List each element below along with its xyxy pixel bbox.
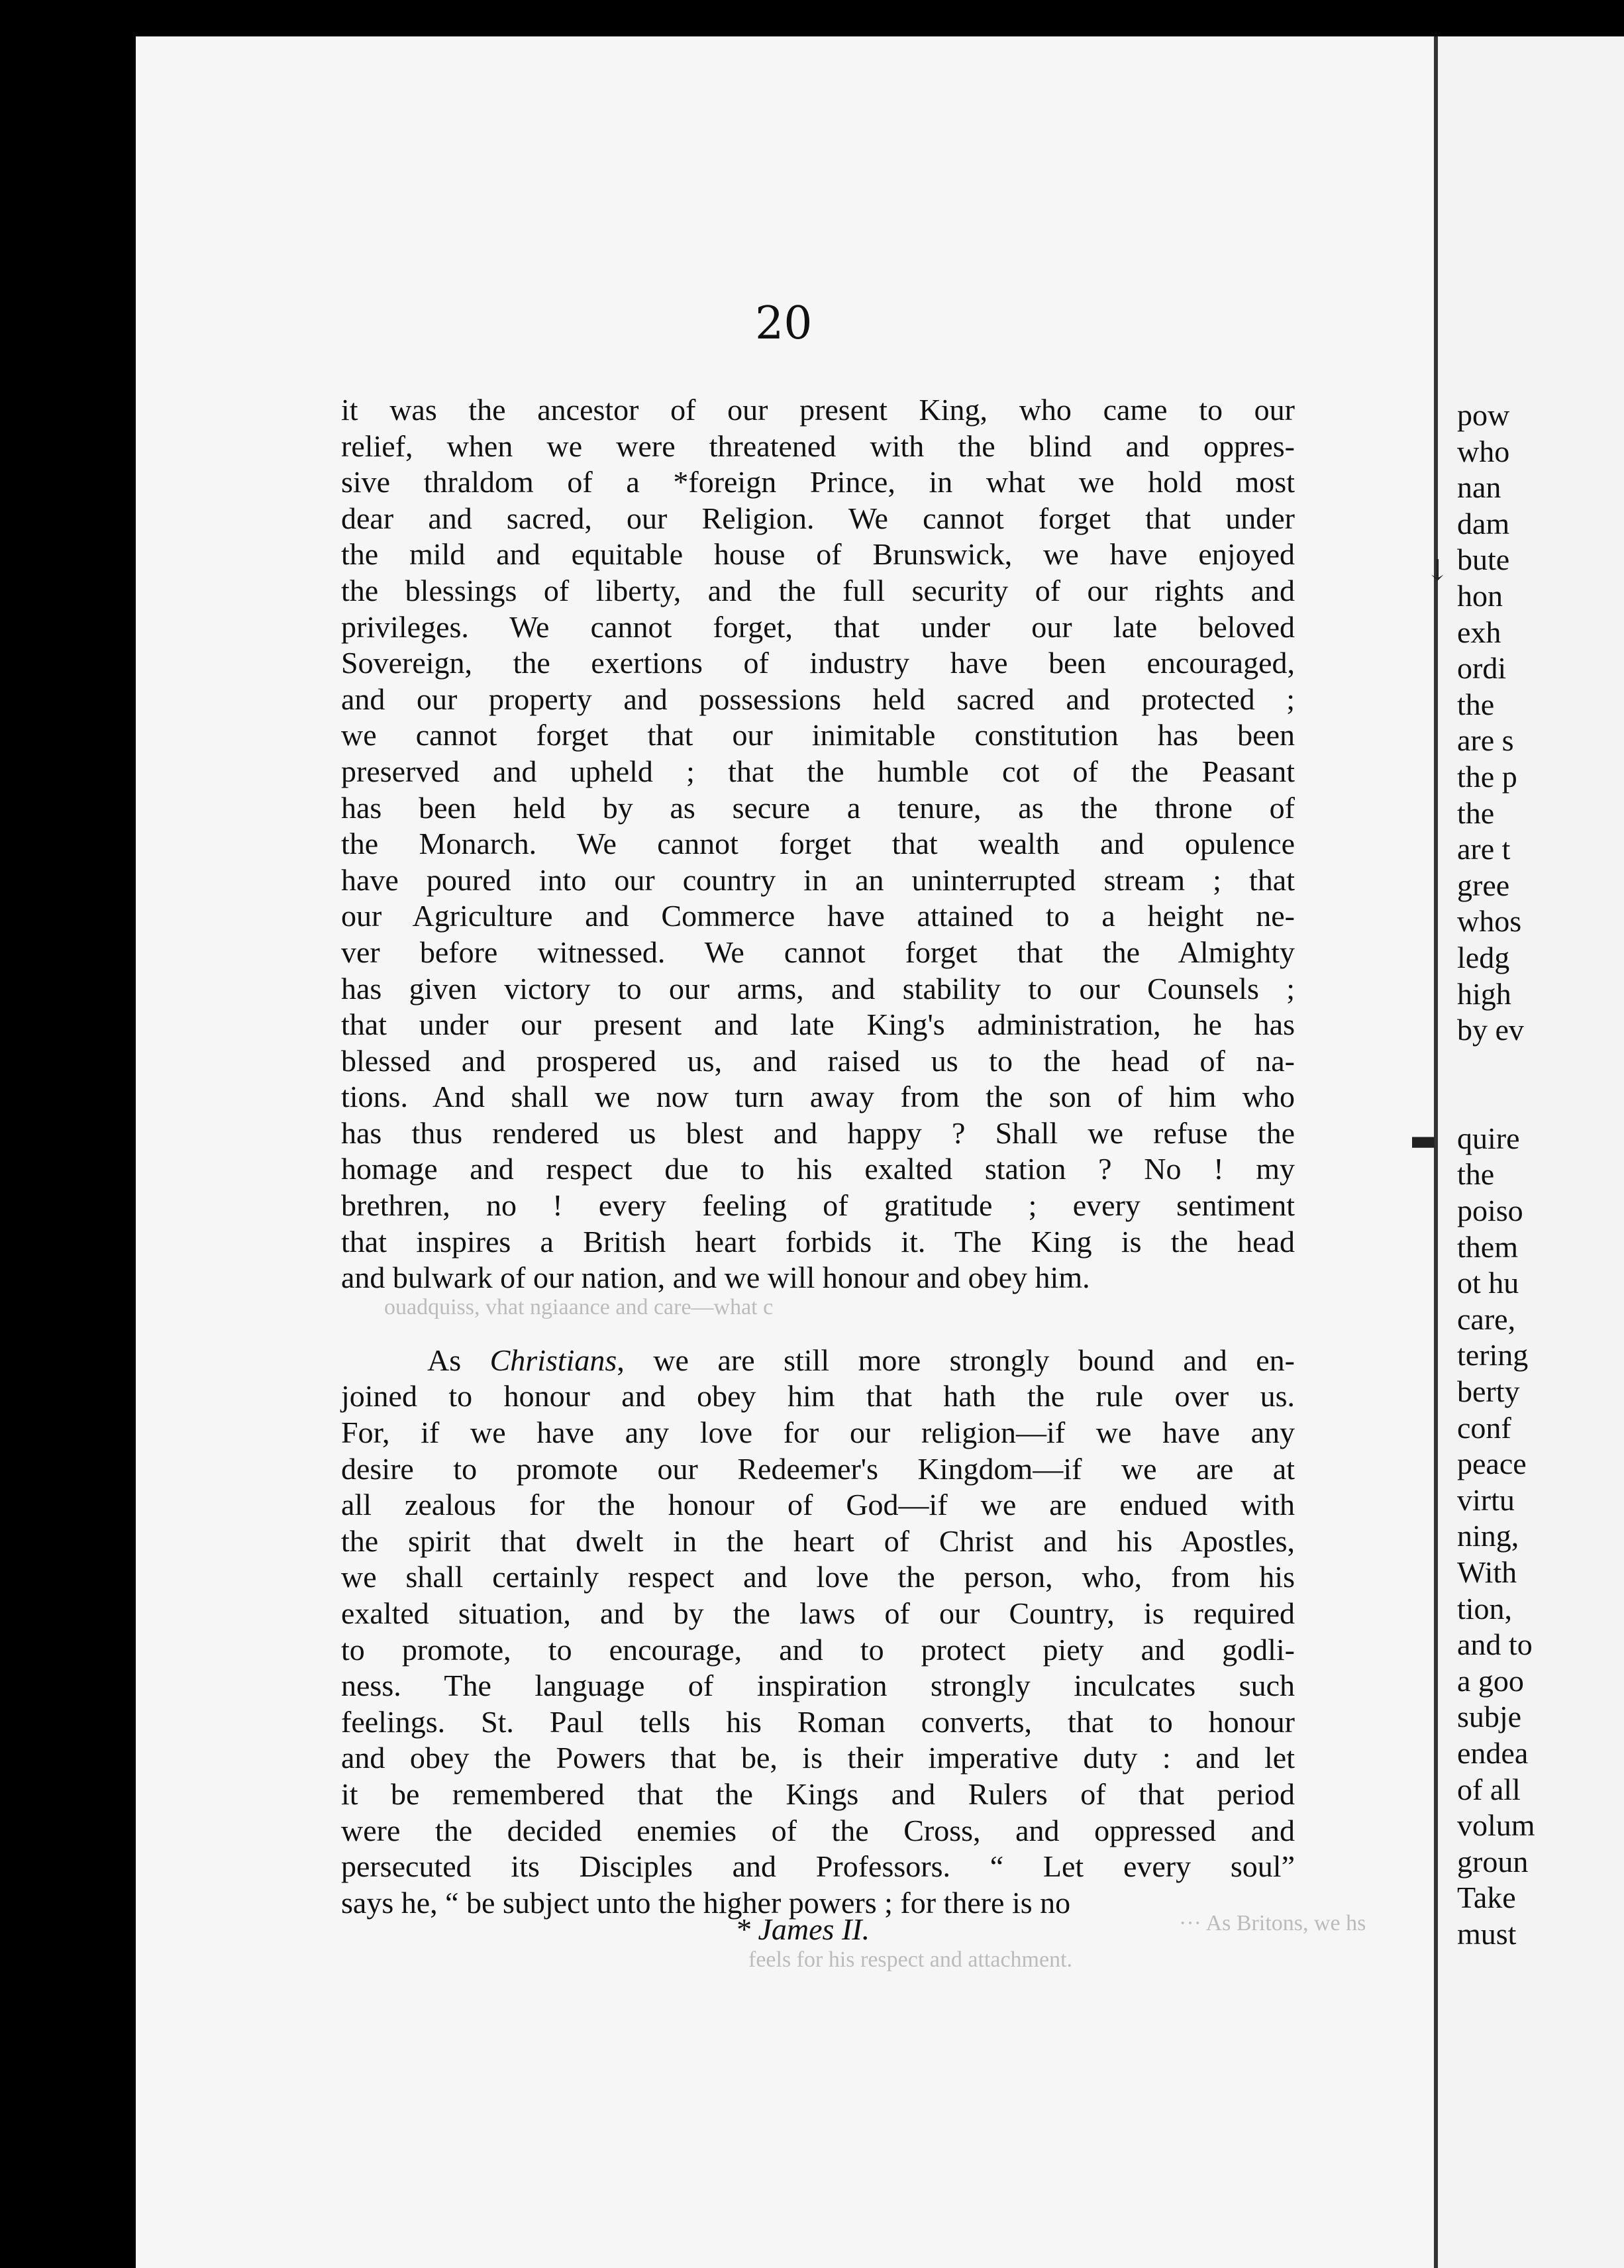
text-line: has been held by as secure a tenure, as the throne of (341, 790, 1295, 825)
facing-line: volum (1457, 1808, 1535, 1843)
facing-line: are s (1457, 723, 1514, 758)
text-line: joined to honour and obey him that hath the rule over us. (341, 1379, 1295, 1414)
facing-line (1457, 1049, 1624, 1085)
facing-line: With (1457, 1555, 1517, 1589)
text-line: were the decided enemies of the Cross, and oppressed and (341, 1813, 1295, 1847)
facing-line: the p (1457, 759, 1517, 794)
text-line: and bulwark of our nation, and we will honour and obey him. (341, 1261, 1090, 1295)
facing-line: them (1457, 1229, 1518, 1264)
facing-line: endea (1457, 1735, 1529, 1770)
text-line: preserved and upheld ; that the humble cot of the Peasant (341, 754, 1295, 788)
text-line: and our property and possessions held sacred and protected ; (341, 682, 1295, 716)
margin-arrow-icon: ↓ (1425, 554, 1450, 588)
text-line: has given victory to our arms, and stability to our Counsels ; (341, 971, 1295, 1005)
facing-line: ning, (1457, 1519, 1519, 1553)
facing-line: of all (1457, 1772, 1521, 1806)
facing-line: tion, (1457, 1591, 1513, 1625)
facing-line: whos (1457, 904, 1522, 939)
facing-line: high (1457, 976, 1511, 1011)
facing-line: care, (1457, 1302, 1516, 1336)
facing-line: and to (1457, 1627, 1533, 1662)
text-line: the blessings of liberty, and the full security of our rights and (341, 573, 1295, 607)
paragraph-2 (341, 1343, 1295, 1922)
bleed-through-1: ouadquiss, vhat ngiaance and care—what c (384, 1295, 774, 1319)
text-line: relief, when we were threatened with the blind and oppres- (341, 429, 1295, 463)
facing-line: by ev (1457, 1013, 1524, 1047)
text-line: all zealous for the honour of God—if we are endued with (341, 1488, 1295, 1522)
text-line: it was the ancestor of our present King, who came to our (341, 393, 1295, 427)
facing-line: are t (1457, 832, 1511, 866)
text-line: have poured into our country in an uninterrupted stream ; that (341, 862, 1295, 897)
facing-line: groun (1457, 1844, 1529, 1879)
facing-line: ledg (1457, 940, 1510, 974)
text-line: ver before witnessed. We cannot forget that the Almighty (341, 935, 1295, 969)
margin-clip-icon: ▬ (1409, 1123, 1437, 1157)
facing-page-text (1457, 397, 1624, 1953)
facing-line: peace (1457, 1447, 1527, 1481)
facing-line: berty (1457, 1374, 1520, 1409)
facing-line: nan (1457, 470, 1501, 505)
facing-line: bute (1457, 542, 1510, 577)
text-line: For, if we have any love for our religion—if we have any (341, 1416, 1295, 1450)
facing-line: the (1457, 796, 1495, 830)
text-line: desire to promote our Redeemer's Kingdom—if we are at (341, 1451, 1295, 1486)
page-number: 20 (755, 297, 813, 350)
facing-line: poiso (1457, 1194, 1523, 1228)
facing-line (1457, 1084, 1624, 1121)
facing-line: the (1457, 1157, 1495, 1192)
text-line: sive thraldom of a *foreign Prince, in what we hold most (341, 465, 1295, 499)
facing-line: pow (1457, 398, 1510, 432)
body-text (341, 392, 1295, 1921)
text-line: exalted situation, and by the laws of our Country, is required (341, 1596, 1295, 1630)
text-line: homage and respect due to his exalted station ? No ! my (341, 1152, 1295, 1186)
text-line: our Agriculture and Commerce have attained to a height ne- (341, 899, 1295, 933)
text-line: that inspires a British heart forbids it. The King is the head (341, 1224, 1295, 1259)
text-line: to promote, to encourage, and to protect piety and godli- (341, 1632, 1295, 1667)
text-line: says he, “ be subject unto the higher powers ; for there is no (341, 1885, 1071, 1920)
text-line: we cannot forget that our inimitable constitution has been (341, 718, 1295, 752)
facing-line: ot hu (1457, 1266, 1519, 1300)
text-line: it be remembered that the Kings and Rulers of that period (341, 1777, 1295, 1811)
bleed-through-2: ··· As Britons, we hs (1179, 1911, 1366, 1935)
text-line: we shall certainly respect and love the person, who, from his (341, 1560, 1295, 1594)
facing-line: tering (1457, 1338, 1529, 1372)
text-line: Sovereign, the exertions of industry have been encouraged, (341, 646, 1295, 680)
text-line: the spirit that dwelt in the heart of Christ and his Apostles, (341, 1523, 1295, 1558)
facing-line: dam (1457, 506, 1510, 541)
text-line: ness. The language of inspiration strongly inculcates such (341, 1669, 1295, 1703)
footnote: * James II. (735, 1912, 870, 1946)
facing-line: must (1457, 1916, 1517, 1951)
text-line: feelings. St. Paul tells his Roman converts, that to honour (341, 1704, 1295, 1739)
text-line: brethren, no ! every feeling of gratitude ; every sentiment (341, 1188, 1295, 1223)
facing-line: quire (1457, 1121, 1520, 1155)
facing-line: subje (1457, 1700, 1522, 1734)
text-line: As Christians, we are still more strongly bound and en- (427, 1343, 1295, 1377)
facing-line: gree (1457, 868, 1510, 902)
facing-line: conf (1457, 1410, 1511, 1445)
facing-line: the (1457, 687, 1495, 721)
text-line: the mild and equitable house of Brunswick, we have enjoyed (341, 537, 1295, 572)
text-line: blessed and prospered us, and raised us to the head of na- (341, 1043, 1295, 1078)
facing-line: ordi (1457, 651, 1507, 686)
text-line: dear and sacred, our Religion. We cannot forget that under (341, 501, 1295, 535)
facing-line: virtu (1457, 1482, 1515, 1517)
facing-line: Take (1457, 1881, 1516, 1915)
text-line: the Monarch. We cannot forget that wealth and opulence (341, 827, 1295, 861)
paragraph-1 (341, 392, 1295, 1296)
text-line: that under our present and late King's administration, he has (341, 1007, 1295, 1042)
text-line: and obey the Powers that be, is their imperative duty : and let (341, 1741, 1295, 1775)
facing-line: who (1457, 434, 1510, 468)
text-line: persecuted its Disciples and Professors. “ Let every soul” (341, 1849, 1295, 1884)
text-line: has thus rendered us blest and happy ? Shall we refuse the (341, 1115, 1295, 1150)
text-line: tions. And shall we now turn away from the son of him who (341, 1080, 1295, 1114)
facing-line: a goo (1457, 1663, 1524, 1698)
facing-line: exh (1457, 615, 1501, 649)
text-line: privileges. We cannot forget, that under our late beloved (341, 609, 1295, 644)
facing-line: hon (1457, 578, 1503, 613)
bleed-through-3: feels for his respect and attachment. (748, 1947, 1073, 1972)
